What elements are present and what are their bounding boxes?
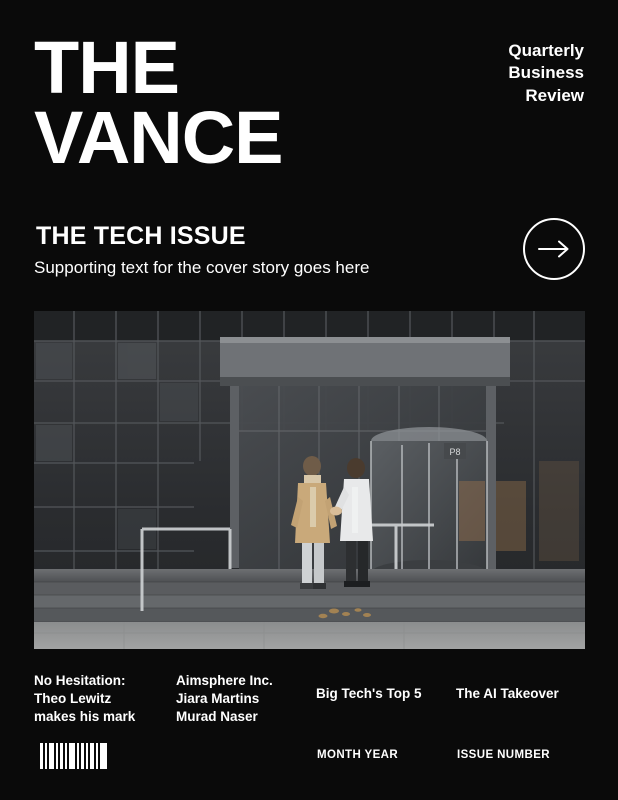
cover-photo [34,311,585,649]
headline-row [34,672,585,725]
headline-4[interactable] [456,672,585,725]
photo-sign-text: P8 [449,447,461,457]
kicker-line-2: Business [508,63,584,83]
supporting-text: Supporting text for the cover story goes here [34,258,370,277]
headline-2-line-3: Murad Naser [176,708,258,724]
headline-1-line-1: No Hesitation: [34,673,126,688]
headline-2-line-2: Jiara Martins [176,690,260,706]
barcode [40,743,109,769]
kicker-line-3: Review [525,85,584,105]
issue-title: THE TECH ISSUE [36,222,246,250]
magazine-title [34,26,394,180]
arrow-right-button[interactable] [523,218,585,280]
headline-2-line-1: Aimsphere Inc. [176,673,273,688]
headline-1[interactable] [34,672,176,725]
footer-issue-number: ISSUE NUMBER [457,749,550,761]
arrow-right-icon [537,239,571,259]
headline-4-line-1: The AI Takeover [456,686,559,701]
headline-1-line-2: Theo Lewitz [34,690,112,706]
headline-3-line-1: Big Tech's Top 5 [316,686,422,701]
cover-photo-illustration [34,311,585,649]
magazine-title-line-2: VANCE [34,96,283,180]
headline-2[interactable] [176,672,316,725]
headline-3[interactable] [316,672,456,725]
headline-1-line-3: makes his mark [34,708,136,724]
masthead-kicker [434,40,584,107]
footer-month-year: MONTH YEAR [317,749,399,761]
masthead [34,26,584,180]
kicker-line-1: Quarterly [508,41,584,60]
magazine-title-line-1: THE [34,26,179,109]
